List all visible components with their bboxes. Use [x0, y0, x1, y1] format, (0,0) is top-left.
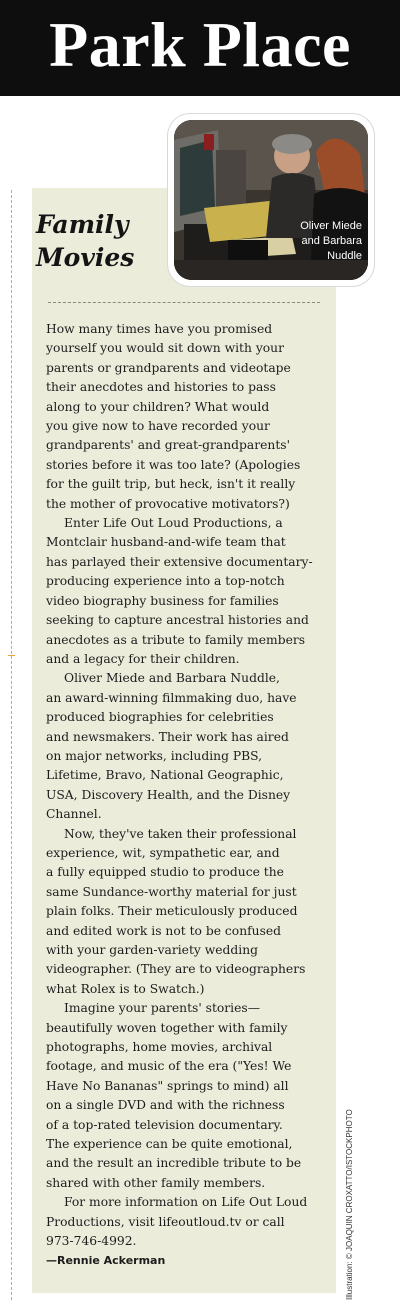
- photo-caption: [272, 219, 362, 264]
- article-paragraph: Oliver Miede and Barbara Nuddle, an award-winning filmmaking duo, have produced biographies for celebrities and newsmakers. Their work has aired on major networks, including PBS, Lifetime, Bravo, National Geographic, USA, Discovery Health, and the Disney Channel.: [46, 671, 297, 822]
- masthead: [0, 0, 400, 96]
- author-signature: —Rennie Ackerman: [46, 1254, 166, 1267]
- article-title: Family Movies: [36, 210, 135, 272]
- margin-dashed-rule: [11, 190, 12, 1300]
- illustration-credit: Illustration: © JOAQUIN CROXATTO/ISTOCKPHOTO: [345, 1109, 354, 1300]
- article-paragraph: Enter Life Out Loud Productions, a Montclair husband-and-wife team that has parlayed their extensive documentary- producing experience into a top-notch video biography business for families seeking to capture ancestral histories and anecdotes as a tribute to family members and a legacy for their children.: [46, 516, 313, 666]
- section-heading: Park Place: [49, 9, 351, 80]
- article-paragraph: For more information on Life Out Loud Productions, visit lifeoutloud.tv or call 973-746-4992.: [46, 1195, 308, 1249]
- title-divider: [48, 302, 320, 303]
- article-paragraph: How many times have you promised yourself you would sit down with your parents or grandparents and videotape their anecdotes and histories to pass along to your children? What would you give now to have recorded your grandparents' and great-grandparents' stories before it was too late? (Apologies for the guilt trip, but heck, isn't it really the mother of provocative motivators?): [46, 322, 301, 511]
- photo-caption-text: Oliver Miede and Barbara Nuddle: [300, 220, 362, 262]
- article-paragraph: Imagine your parents' stories— beautifully woven together with family photographs, home movies, archival footage, and music of the era ("Yes! We Have No Bananas" springs to mind) all on a single DVD and with the richness of a top-rated television documentary. The experience can be quite emotional, and the result an incredible tribute to be shared with other family members.: [46, 1001, 302, 1190]
- article-body: [46, 320, 336, 1252]
- article-paragraph: Now, they've taken their professional experience, wit, sympathetic ear, and a fully equipped studio to produce the same Sundance-worthy material for just plain folks. Their meticulously produced and edited work is not to be confused with your garden-variety wedding videographer. (They are to videographers what Rolex is to Swatch.): [46, 826, 306, 996]
- margin-tick-mark: [8, 655, 15, 656]
